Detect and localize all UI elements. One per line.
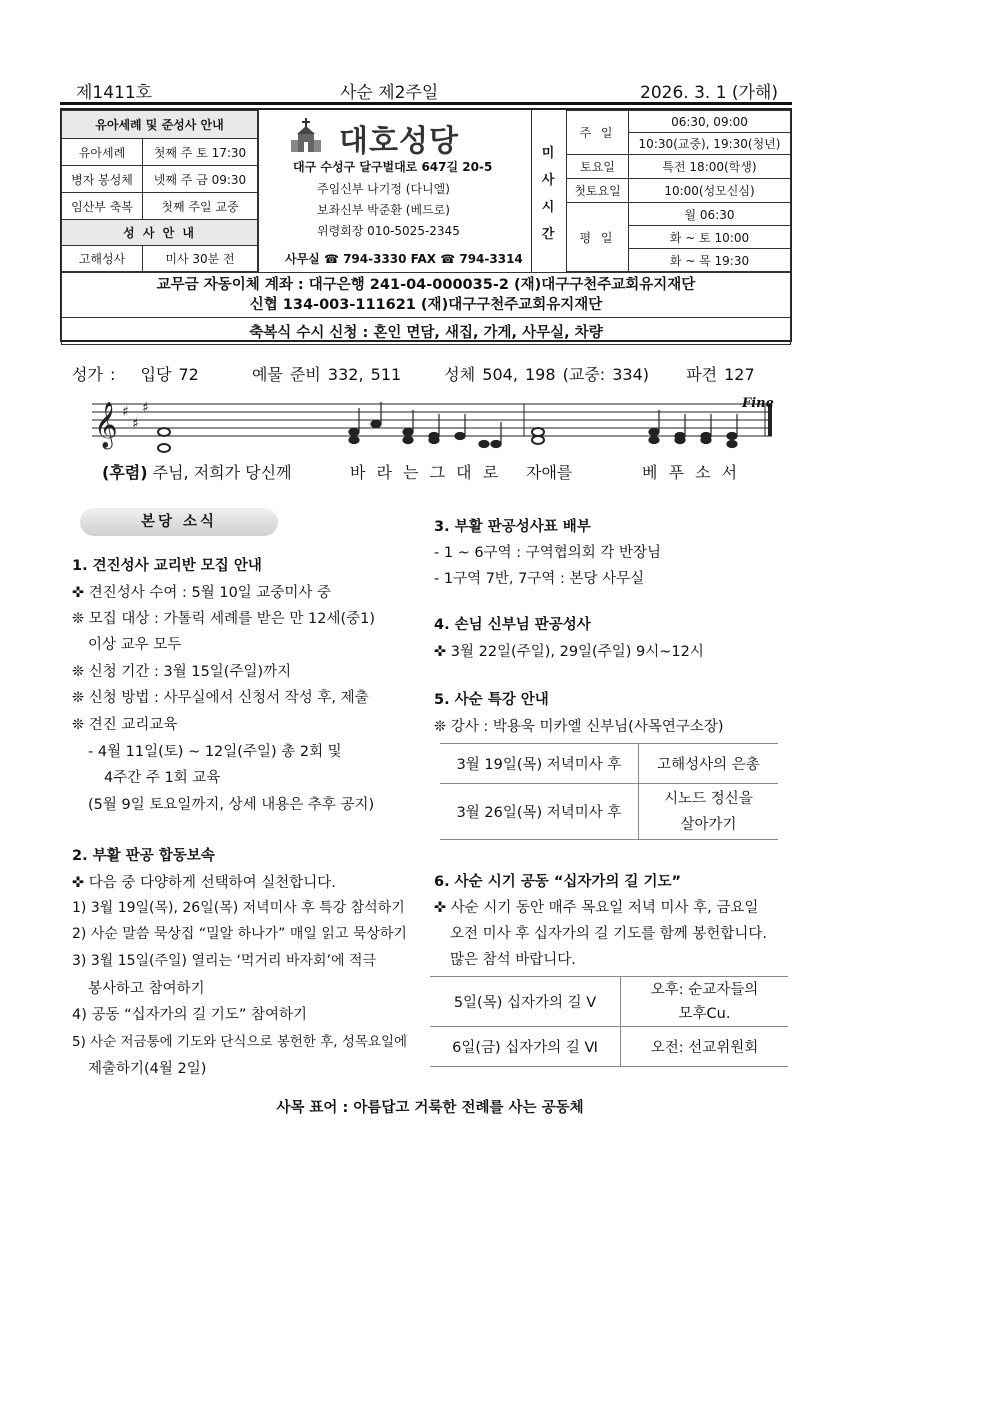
news-1-line: 4주간 주 1회 교육: [104, 770, 221, 786]
pastoral-motto: 사목 표어 : 아름답고 거룩한 전례를 사는 공동체: [276, 1100, 584, 1116]
liturgical-week: 사순 제2주일: [340, 83, 439, 103]
mass-schedule: [566, 110, 791, 272]
news-1-line: - 4월 11일(토) ~ 12일(주일) 총 2회 및: [88, 744, 342, 760]
news-6-line: 오전 미사 후 십자가의 길 기도를 함께 봉헌합니다.: [450, 926, 768, 942]
news-1-line: ❊ 견진 교리교육: [72, 717, 178, 733]
table-row: [430, 1027, 788, 1067]
hymn-communion: 성체 504, 198 (교중: 334): [444, 365, 650, 384]
first-saturday-time: 10:00(성모신심): [629, 179, 791, 203]
account-line-1: 교무금 자동이체 계좌 : 대구은행 241-04-000035-2 (재)대구구천주교회유지재단: [156, 277, 696, 293]
news-5-title: 5. 사순 특강 안내: [434, 692, 549, 708]
news-2-line: 봉사하고 참여하기: [88, 981, 205, 997]
council-contact: 위령회장 010-5025-2345: [317, 224, 460, 238]
table-row: [440, 784, 778, 840]
svg-text:♯: ♯: [122, 404, 129, 420]
news-3-title: 3. 부활 판공성사표 배부: [434, 519, 591, 535]
sunday-time: 10:30(교중), 19:30(청년): [629, 133, 791, 155]
blessing-request: 축복식 수시 신청 : 혼인 면담, 새집, 가게, 사무실, 차량: [62, 318, 791, 345]
news-3-line: - 1 ~ 6구역 : 구역협의회 각 반장님: [434, 545, 662, 561]
bulletin-date: 2026. 3. 1 (가해): [640, 83, 779, 103]
lecture-topic: 고해성사의 은총: [639, 744, 779, 784]
fine-marking: Fine: [742, 396, 774, 411]
parish-panel: [258, 110, 532, 272]
news-2-title: 2. 부활 판공 합동보속: [72, 848, 215, 864]
refrain-text-1: 주님, 저희가 당신께: [152, 463, 292, 482]
news-6-line: 많은 참석 바랍니다.: [450, 952, 576, 968]
sacrament-label: 임산부 축복: [62, 193, 143, 220]
sacrament-value: 첫째 주일 교중: [143, 193, 258, 220]
stations-leader: 오후: 순교자들의 모후Cu.: [621, 977, 789, 1027]
lecture-topic: 시노드 정신을 살아가기: [639, 784, 779, 840]
stations-leader: 오전: 선교위원회: [621, 1027, 789, 1067]
confession-label: 고해성사: [62, 246, 143, 272]
issue-number: 제1411호: [76, 83, 153, 103]
news-5-line: ❊ 강사 : 박용욱 미카엘 신부님(사목연구소장): [434, 719, 724, 735]
sacraments-table: [61, 110, 258, 272]
stations-date: 5일(목) 십자가의 길 Ⅴ: [453, 995, 597, 1011]
first-saturday-label: 첫토요일: [567, 179, 629, 203]
table-row: [430, 977, 788, 1027]
refrain-text-4: 베 푸 소 서: [642, 463, 738, 482]
hymn-list: [72, 362, 755, 385]
news-2-line: 3) 3월 15일(주일) 열리는 ‘먹거리 바자회’에 적극: [72, 953, 376, 969]
news-6-line: ✜ 사순 시기 동안 매주 목요일 저녁 미사 후, 금요일: [434, 900, 759, 916]
svg-text:♯: ♯: [132, 416, 139, 432]
svg-text:𝄞: 𝄞: [94, 402, 118, 448]
sacrament-label: 병자 봉성체: [62, 166, 143, 193]
news-1-line: ❊ 신청 방법 : 사무실에서 신청서 작성 후, 제출: [72, 690, 369, 706]
lecture-date: 3월 26일(목) 저녁미사 후: [440, 784, 639, 840]
hymn-dismissal: 파견 127: [686, 365, 755, 384]
news-1-line: ✜ 견진성사 수여 : 5월 10일 교중미사 중: [72, 585, 332, 601]
pastor: 주임신부 나기정 (다니엘): [317, 182, 450, 196]
account-line-2: 신협 134-003-111621 (재)대구구천주교회유지재단: [249, 297, 603, 313]
refrain-text-2: 바 라 는 그 대 로: [350, 463, 499, 482]
stations-schedule-table: [430, 976, 788, 1067]
news-1-line: ❊ 신청 기간 : 3월 15일(주일)까지: [72, 664, 292, 680]
news-3-line: - 1구역 7반, 7구역 : 본당 사무실: [434, 571, 645, 587]
parish-address: 대구 수성구 달구벌대로 647길 20-5: [293, 160, 493, 174]
weekday-time: 화 ~ 토 10:00: [629, 226, 791, 249]
news-2-line: 제출하기(4월 2일): [88, 1061, 207, 1077]
sacrament-value: 넷째 주 금 09:30: [143, 166, 258, 193]
sacrament-value: 첫째 주 토 17:30: [143, 139, 258, 166]
news-section-title: 본당 소식: [80, 508, 278, 536]
news-2-line: 2) 사순 말씀 묵상집 “밀알 하나가” 매일 읽고 묵상하기: [72, 926, 407, 942]
refrain-prefix: (후렴): [102, 463, 148, 482]
lecture-schedule-table: [440, 743, 778, 840]
sacraments-title: 유아세례 및 준성사 안내: [62, 111, 258, 139]
svg-text:♯: ♯: [142, 400, 149, 416]
news-2-line: ✜ 다음 중 다양하게 선택하여 실천합니다.: [72, 875, 336, 891]
news-6-title: 6. 사순 시기 공동 “십자가의 길 기도”: [434, 874, 682, 890]
news-2-line: 1) 3월 19일(목), 26일(목) 저녁미사 후 특강 참석하기: [72, 900, 405, 916]
hymn-label: 성가 :: [72, 365, 116, 384]
refrain-text-3: 자애를: [526, 463, 573, 482]
news-1-line: 이상 교우 모두: [88, 637, 182, 653]
weekday-label: 평 일: [567, 203, 629, 272]
office-phone: 사무실 ☎ 794-3330 FAX ☎ 794-3314: [285, 252, 523, 266]
refrain-lyric-1: [102, 460, 292, 483]
news-4-title: 4. 손님 신부님 판공성사: [434, 617, 591, 633]
news-2-line: 5) 사순 저금통에 기도와 단식으로 봉헌한 후, 성목요일에: [72, 1034, 408, 1050]
news-1-line: ❊ 모집 대상 : 가톨릭 세례를 받은 만 12세(중1): [72, 611, 376, 627]
news-4-line: ✜ 3월 22일(주일), 29일(주일) 9시~12시: [434, 644, 704, 660]
stations-date: 6일(금) 십자가의 길 Ⅵ: [430, 1027, 621, 1067]
confession-title: 성 사 안 내: [62, 220, 258, 246]
table-row: [440, 744, 778, 784]
account-table: [61, 272, 791, 345]
sunday-time: 06:30, 09:00: [629, 111, 791, 133]
assistant-priest: 보좌신부 박준환 (베드로): [317, 203, 450, 217]
hymn-offertory: 예물 준비 332, 511: [251, 365, 402, 384]
saturday-label: 토요일: [567, 155, 629, 179]
hymn-entrance: 입당 72: [140, 365, 199, 384]
church-icon: [289, 118, 325, 154]
refrain-music-staff: [92, 396, 782, 456]
header-rule: [60, 102, 792, 105]
sunday-label: 주 일: [567, 111, 629, 155]
sacrament-label: 유아세례: [62, 139, 143, 166]
lecture-date: 3월 19일(목) 저녁미사 후: [456, 757, 622, 773]
news-2-line: 4) 공동 “십자가의 길 기도” 참여하기: [72, 1007, 308, 1023]
weekday-time: 화 ~ 목 19:30: [629, 249, 791, 272]
mass-time-label: 미 사 시 간: [530, 110, 567, 272]
news-1-line: (5월 9일 토요일까지, 상세 내용은 추후 공지): [88, 797, 375, 813]
confession-value: 미사 30분 전: [143, 246, 258, 272]
saturday-time: 특전 18:00(학생): [629, 155, 791, 179]
news-1-title: 1. 견진성사 교리반 모집 안내: [72, 558, 262, 574]
parish-logo-text: 대호성당: [339, 124, 459, 159]
weekday-time: 월 06:30: [629, 203, 791, 226]
